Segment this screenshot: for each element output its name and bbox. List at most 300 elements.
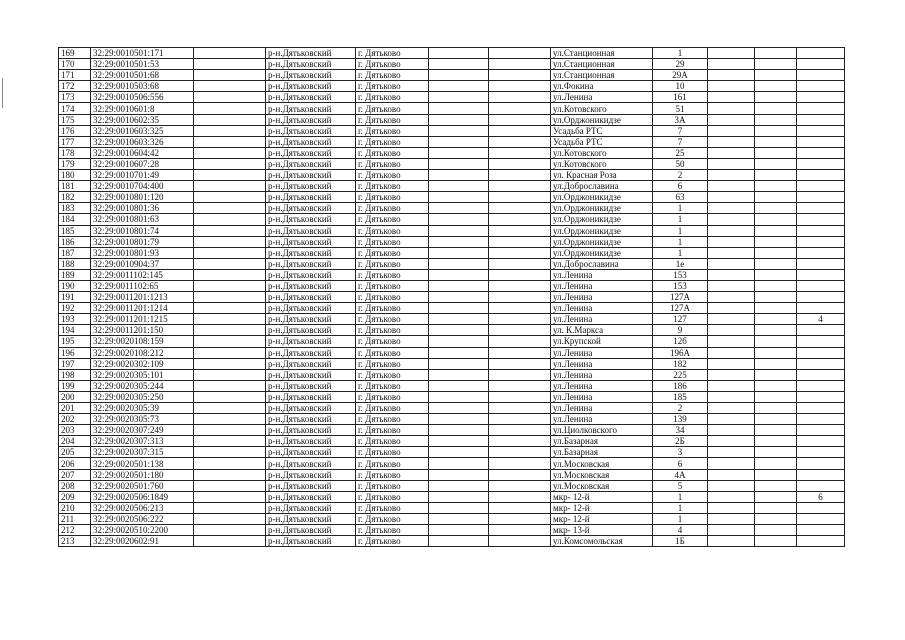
empty-cell (194, 502, 266, 513)
district-cell: р-н.Дятьковский (266, 314, 356, 325)
house-number-cell: 1 (653, 491, 708, 502)
street-cell: ул.Орджоникидзе (551, 192, 653, 203)
apartment-cell (797, 480, 845, 491)
empty-cell (194, 525, 266, 536)
district-cell: р-н.Дятьковский (266, 247, 356, 258)
empty-cell (708, 81, 755, 92)
city-cell: г. Дятьково (356, 225, 429, 236)
cadastral-number-cell: 32:29:0011102:65 (91, 280, 194, 291)
empty-cell (489, 292, 551, 303)
city-cell: г. Дятьково (356, 214, 429, 225)
empty-cell (708, 447, 755, 458)
cadastral-number-cell: 32:29:0010603:326 (91, 136, 194, 147)
apartment-cell (797, 214, 845, 225)
street-cell: ул.Московская (551, 469, 653, 480)
table-row (59, 103, 845, 114)
cadastral-number-cell: 32:29:0011201:1214 (91, 303, 194, 314)
empty-cell (755, 158, 797, 169)
district-cell: р-н.Дятьковский (266, 158, 356, 169)
street-cell: ул.Орджоникидзе (551, 225, 653, 236)
district-cell: р-н.Дятьковский (266, 403, 356, 414)
empty-cell (708, 513, 755, 524)
house-number-cell: 161 (653, 92, 708, 103)
empty-cell (708, 236, 755, 247)
empty-cell (194, 336, 266, 347)
empty-cell (489, 70, 551, 81)
apartment-cell (797, 103, 845, 114)
house-number-cell: 4 (653, 525, 708, 536)
table-row (59, 48, 845, 59)
empty-cell (429, 369, 489, 380)
empty-cell (489, 136, 551, 147)
district-cell: р-н.Дятьковский (266, 513, 356, 524)
cadastral-number-cell: 32:29:0011201:1215 (91, 314, 194, 325)
table-row (59, 502, 845, 513)
house-number-cell: 29 (653, 59, 708, 70)
empty-cell (755, 347, 797, 358)
district-cell: р-н.Дятьковский (266, 203, 356, 214)
cadastral-number-cell: 32:29:0020506:213 (91, 502, 194, 513)
cadastral-number-cell: 32:29:0010801:93 (91, 247, 194, 258)
city-cell: г. Дятьково (356, 336, 429, 347)
empty-cell (755, 480, 797, 491)
empty-cell (194, 170, 266, 181)
cadastral-number-cell: 32:29:0010701:49 (91, 170, 194, 181)
empty-cell (489, 147, 551, 158)
apartment-cell (797, 403, 845, 414)
table-row (59, 469, 845, 480)
apartment-cell (797, 147, 845, 158)
house-number-cell: 2 (653, 403, 708, 414)
table-row (59, 403, 845, 414)
empty-cell (755, 303, 797, 314)
row-number-cell: 183 (59, 203, 91, 214)
row-number-cell: 206 (59, 458, 91, 469)
empty-cell (429, 269, 489, 280)
empty-cell (489, 280, 551, 291)
table-row (59, 59, 845, 70)
table-row (59, 280, 845, 291)
table-row (59, 292, 845, 303)
empty-cell (755, 436, 797, 447)
empty-cell (429, 403, 489, 414)
district-cell: р-н.Дятьковский (266, 436, 356, 447)
city-cell: г. Дятьково (356, 436, 429, 447)
apartment-cell (797, 536, 845, 547)
empty-cell (708, 480, 755, 491)
row-number-cell: 185 (59, 225, 91, 236)
row-number-cell: 202 (59, 414, 91, 425)
street-cell: ул.Ленина (551, 303, 653, 314)
empty-cell (194, 114, 266, 125)
cadastral-number-cell: 32:29:0020305:250 (91, 391, 194, 402)
district-cell: р-н.Дятьковский (266, 136, 356, 147)
apartment-cell (797, 125, 845, 136)
empty-cell (489, 247, 551, 258)
district-cell: р-н.Дятьковский (266, 469, 356, 480)
apartment-cell (797, 347, 845, 358)
apartment-cell (797, 236, 845, 247)
city-cell: г. Дятьково (356, 425, 429, 436)
empty-cell (429, 458, 489, 469)
empty-cell (489, 391, 551, 402)
empty-cell (708, 358, 755, 369)
empty-cell (708, 502, 755, 513)
row-number-cell: 179 (59, 158, 91, 169)
cadastral-number-cell: 32:29:0020305:101 (91, 369, 194, 380)
district-cell: р-н.Дятьковский (266, 425, 356, 436)
empty-cell (194, 314, 266, 325)
house-number-cell: 25 (653, 147, 708, 158)
empty-cell (489, 236, 551, 247)
empty-cell (489, 447, 551, 458)
empty-cell (755, 136, 797, 147)
apartment-cell (797, 225, 845, 236)
empty-cell (194, 425, 266, 436)
row-number-cell: 180 (59, 170, 91, 181)
apartment-cell (797, 513, 845, 524)
house-number-cell: 2Б (653, 436, 708, 447)
apartment-cell (797, 269, 845, 280)
empty-cell (755, 181, 797, 192)
street-cell: ул.Ленина (551, 269, 653, 280)
empty-cell (708, 203, 755, 214)
city-cell: г. Дятьково (356, 125, 429, 136)
table-row (59, 303, 845, 314)
table-row (59, 125, 845, 136)
district-cell: р-н.Дятьковский (266, 70, 356, 81)
apartment-cell (797, 203, 845, 214)
street-cell: ул.Орджоникидзе (551, 247, 653, 258)
cadastral-number-cell: 32:29:0020602:91 (91, 536, 194, 547)
empty-cell (429, 225, 489, 236)
city-cell: г. Дятьково (356, 358, 429, 369)
empty-cell (755, 147, 797, 158)
empty-cell (194, 269, 266, 280)
house-number-cell: 63 (653, 192, 708, 203)
street-cell: мкр- 12-й (551, 513, 653, 524)
empty-cell (194, 203, 266, 214)
district-cell: р-н.Дятьковский (266, 525, 356, 536)
empty-cell (194, 70, 266, 81)
empty-cell (755, 380, 797, 391)
empty-cell (489, 225, 551, 236)
empty-cell (489, 336, 551, 347)
street-cell: Усадьба РТС (551, 136, 653, 147)
empty-cell (429, 170, 489, 181)
street-cell: ул.Ленина (551, 92, 653, 103)
apartment-cell (797, 502, 845, 513)
street-cell: ул.Ленина (551, 292, 653, 303)
city-cell: г. Дятьково (356, 458, 429, 469)
empty-cell (429, 181, 489, 192)
district-cell: р-н.Дятьковский (266, 81, 356, 92)
table-row (59, 369, 845, 380)
empty-cell (429, 214, 489, 225)
table-row (59, 314, 845, 325)
district-cell: р-н.Дятьковский (266, 303, 356, 314)
empty-cell (194, 347, 266, 358)
empty-cell (489, 525, 551, 536)
empty-cell (708, 347, 755, 358)
empty-cell (489, 114, 551, 125)
district-cell: р-н.Дятьковский (266, 414, 356, 425)
empty-cell (429, 469, 489, 480)
district-cell: р-н.Дятьковский (266, 92, 356, 103)
apartment-cell (797, 380, 845, 391)
apartment-cell (797, 81, 845, 92)
row-number-cell: 200 (59, 391, 91, 402)
city-cell: г. Дятьково (356, 81, 429, 92)
empty-cell (489, 347, 551, 358)
empty-cell (429, 125, 489, 136)
street-cell: мкр- 12-й (551, 491, 653, 502)
empty-cell (708, 458, 755, 469)
row-number-cell: 192 (59, 303, 91, 314)
empty-cell (755, 292, 797, 303)
empty-cell (489, 325, 551, 336)
empty-cell (489, 158, 551, 169)
row-number-cell: 198 (59, 369, 91, 380)
empty-cell (429, 414, 489, 425)
city-cell: г. Дятьково (356, 369, 429, 380)
empty-cell (708, 181, 755, 192)
empty-cell (194, 292, 266, 303)
apartment-cell (797, 469, 845, 480)
apartment-cell (797, 414, 845, 425)
row-number-cell: 186 (59, 236, 91, 247)
city-cell: г. Дятьково (356, 513, 429, 524)
house-number-cell: 1 (653, 236, 708, 247)
city-cell: г. Дятьково (356, 192, 429, 203)
street-cell: ул.Станционная (551, 59, 653, 70)
table-row (59, 136, 845, 147)
city-cell: г. Дятьково (356, 158, 429, 169)
empty-cell (489, 414, 551, 425)
city-cell: г. Дятьково (356, 469, 429, 480)
empty-cell (429, 425, 489, 436)
apartment-cell: 4 (797, 314, 845, 325)
street-cell: ул.Московская (551, 458, 653, 469)
row-number-cell: 174 (59, 103, 91, 114)
street-cell: ул.Орджоникидзе (551, 236, 653, 247)
empty-cell (708, 536, 755, 547)
city-cell: г. Дятьково (356, 325, 429, 336)
city-cell: г. Дятьково (356, 258, 429, 269)
empty-cell (489, 125, 551, 136)
cadastral-number-cell: 32:29:0010501:68 (91, 70, 194, 81)
empty-cell (489, 480, 551, 491)
district-cell: р-н.Дятьковский (266, 258, 356, 269)
house-number-cell: 5 (653, 480, 708, 491)
house-number-cell: 1 (653, 513, 708, 524)
empty-cell (708, 325, 755, 336)
cadastral-number-cell: 32:29:0011201:150 (91, 325, 194, 336)
cadastral-number-cell: 32:29:0010704:400 (91, 181, 194, 192)
district-cell: р-н.Дятьковский (266, 214, 356, 225)
empty-cell (194, 225, 266, 236)
street-cell: ул.Котовского (551, 147, 653, 158)
house-number-cell: 51 (653, 103, 708, 114)
house-number-cell: 127А (653, 292, 708, 303)
empty-cell (755, 391, 797, 402)
empty-cell (429, 380, 489, 391)
street-cell: мкр- 12-й (551, 502, 653, 513)
row-number-cell: 195 (59, 336, 91, 347)
empty-cell (489, 369, 551, 380)
cadastral-number-cell: 32:29:0020307:249 (91, 425, 194, 436)
row-number-cell: 213 (59, 536, 91, 547)
empty-cell (429, 258, 489, 269)
cadastral-number-cell: 32:29:0010506:556 (91, 92, 194, 103)
street-cell: ул.Котовского (551, 103, 653, 114)
empty-cell (708, 491, 755, 502)
district-cell: р-н.Дятьковский (266, 269, 356, 280)
empty-cell (489, 436, 551, 447)
empty-cell (194, 436, 266, 447)
district-cell: р-н.Дятьковский (266, 369, 356, 380)
cadastral-number-cell: 32:29:0010904:37 (91, 258, 194, 269)
empty-cell (429, 358, 489, 369)
empty-cell (489, 214, 551, 225)
empty-cell (708, 170, 755, 181)
city-cell: г. Дятьково (356, 236, 429, 247)
row-number-cell: 201 (59, 403, 91, 414)
empty-cell (194, 258, 266, 269)
apartment-cell (797, 292, 845, 303)
apartment-cell (797, 391, 845, 402)
row-number-cell: 178 (59, 147, 91, 158)
row-number-cell: 193 (59, 314, 91, 325)
cadastral-number-cell: 32:29:0020305:244 (91, 380, 194, 391)
row-number-cell: 170 (59, 59, 91, 70)
house-number-cell: 153 (653, 269, 708, 280)
row-number-cell: 203 (59, 425, 91, 436)
table-row (59, 192, 845, 203)
empty-cell (194, 92, 266, 103)
cadastral-number-cell: 32:29:0010801:74 (91, 225, 194, 236)
empty-cell (708, 391, 755, 402)
house-number-cell: 1Б (653, 536, 708, 547)
empty-cell (708, 70, 755, 81)
apartment-cell (797, 114, 845, 125)
empty-cell (429, 314, 489, 325)
empty-cell (194, 491, 266, 502)
empty-cell (755, 203, 797, 214)
city-cell: г. Дятьково (356, 48, 429, 59)
city-cell: г. Дятьково (356, 280, 429, 291)
table-row (59, 458, 845, 469)
empty-cell (708, 136, 755, 147)
cadastral-number-cell: 32:29:0020501:760 (91, 480, 194, 491)
empty-cell (194, 303, 266, 314)
empty-cell (708, 147, 755, 158)
empty-cell (489, 425, 551, 436)
empty-cell (194, 458, 266, 469)
empty-cell (429, 480, 489, 491)
house-number-cell: 182 (653, 358, 708, 369)
city-cell: г. Дятьково (356, 136, 429, 147)
cadastral-number-cell: 32:29:0020506:222 (91, 513, 194, 524)
city-cell: г. Дятьково (356, 147, 429, 158)
house-number-cell: 7 (653, 125, 708, 136)
empty-cell (194, 380, 266, 391)
table-row (59, 70, 845, 81)
city-cell: г. Дятьково (356, 447, 429, 458)
row-number-cell: 189 (59, 269, 91, 280)
house-number-cell: 29А (653, 70, 708, 81)
empty-cell (489, 469, 551, 480)
row-number-cell: 176 (59, 125, 91, 136)
city-cell: г. Дятьково (356, 525, 429, 536)
empty-cell (755, 403, 797, 414)
empty-cell (755, 502, 797, 513)
empty-cell (489, 458, 551, 469)
cadastral-number-cell: 32:29:0011201:1213 (91, 292, 194, 303)
empty-cell (755, 48, 797, 59)
street-cell: ул.Ленина (551, 369, 653, 380)
empty-cell (429, 247, 489, 258)
street-cell: ул.Орджоникидзе (551, 203, 653, 214)
house-number-cell: 3 (653, 447, 708, 458)
district-cell: р-н.Дятьковский (266, 59, 356, 70)
district-cell: р-н.Дятьковский (266, 358, 356, 369)
street-cell: ул.Базарная (551, 436, 653, 447)
empty-cell (489, 491, 551, 502)
district-cell: р-н.Дятьковский (266, 114, 356, 125)
empty-cell (489, 502, 551, 513)
table-row (59, 147, 845, 158)
table-row (59, 203, 845, 214)
empty-cell (708, 292, 755, 303)
apartment-cell (797, 280, 845, 291)
house-number-cell: 139 (653, 414, 708, 425)
empty-cell (429, 303, 489, 314)
city-cell: г. Дятьково (356, 59, 429, 70)
table-row (59, 336, 845, 347)
street-cell: ул.Ленина (551, 380, 653, 391)
district-cell: р-н.Дятьковский (266, 458, 356, 469)
street-cell: ул.Ленина (551, 358, 653, 369)
street-cell: ул.Орджоникидзе (551, 214, 653, 225)
street-cell: ул.Ленина (551, 414, 653, 425)
empty-cell (708, 114, 755, 125)
house-number-cell: 9 (653, 325, 708, 336)
apartment-cell (797, 336, 845, 347)
empty-cell (755, 536, 797, 547)
empty-cell (708, 369, 755, 380)
empty-cell (489, 358, 551, 369)
street-cell: мкр- 13-й (551, 525, 653, 536)
row-number-cell: 205 (59, 447, 91, 458)
empty-cell (708, 225, 755, 236)
empty-cell (429, 491, 489, 502)
city-cell: г. Дятьково (356, 292, 429, 303)
house-number-cell: 185 (653, 391, 708, 402)
district-cell: р-н.Дятьковский (266, 536, 356, 547)
apartment-cell (797, 458, 845, 469)
table-row (59, 536, 845, 547)
city-cell: г. Дятьково (356, 502, 429, 513)
empty-cell (429, 48, 489, 59)
empty-cell (194, 536, 266, 547)
cadastral-number-cell: 32:29:0020108:212 (91, 347, 194, 358)
table-row (59, 81, 845, 92)
apartment-cell (797, 369, 845, 380)
empty-cell (755, 114, 797, 125)
empty-cell (708, 92, 755, 103)
district-cell: р-н.Дятьковский (266, 325, 356, 336)
